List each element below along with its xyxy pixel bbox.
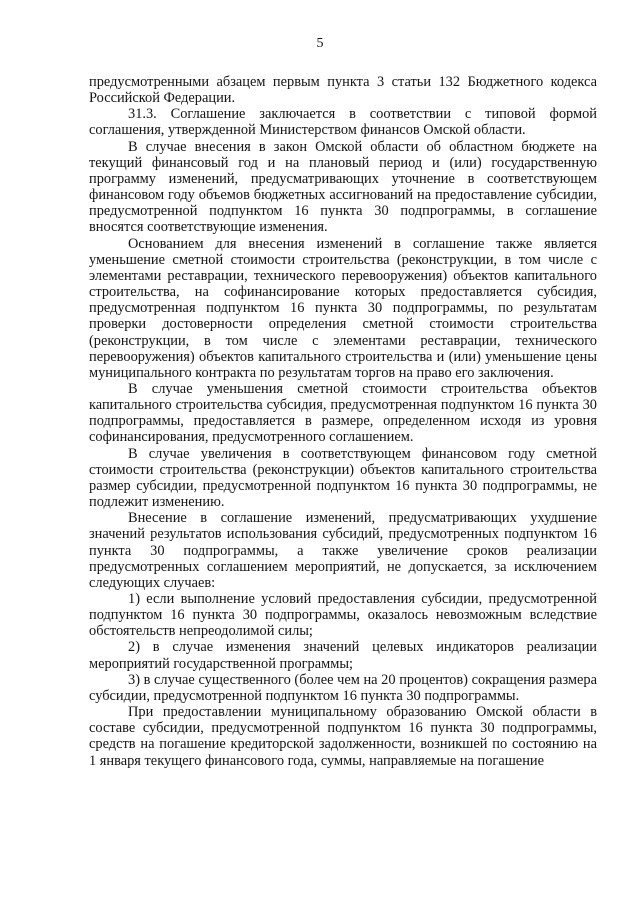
list-item: 1) если выполнение условий предоставления субсидии, предусмотренной подпунктом 16 пункта 30 подпрограммы, оказалось невозможным вследствие обстоятельств непреодолимой силы;	[89, 591, 597, 640]
body-text	[89, 74, 597, 769]
paragraph: 31.3. Соглашение заключается в соответствии с типовой формой соглашения, утвержденной Министерством финансов Омской области.	[89, 106, 597, 139]
paragraph: предусмотренными абзацем первым пункта 3 статьи 132 Бюджетного кодекса Российской Федерации.	[89, 74, 597, 107]
list-item: 2) в случае изменения значений целевых индикаторов реализации мероприятий государственной программы;	[89, 639, 597, 672]
page-number: 5	[316, 36, 324, 51]
list-item: 3) в случае существенного (более чем на 20 процентов) сокращения размера субсидии, предусмотренной подпунктом 16 пункта 30 подпрограммы.	[89, 671, 597, 704]
paragraph: В случае внесения в закон Омской области об областном бюджете на текущий финансовый год и на плановый период и (или) государственную программу изменений, предусматривающих уточнение в соответствующем финансовом году объемов бюджетных ассигнований на предоставление субсидии, предусмотренной подпунктом 16 пункта 30 подпрограммы, в соглашение вносятся соответствующие изменения.	[89, 138, 597, 236]
paragraph: Внесение в соглашение изменений, предусматривающих ухудшение значений результатов использования субсидий, предусмотренных подпунктом 16 пункта 30 подпрограммы, а также увеличение сроков реализации предусмотренных соглашением мероприятий, не допускается, за исключением следующих случаев:	[89, 510, 597, 591]
paragraph: При предоставлении муниципальному образованию Омской области в составе субсидии, предусмотренной подпунктом 16 пункта 30 подпрограммы, средств на погашение кредиторской задолженности, возникшей по состоянию на 1 января текущего финансового года, суммы, направляемые на погашение	[89, 704, 597, 769]
paragraph: В случае уменьшения сметной стоимости строительства объектов капитального строительства субсидия, предусмотренная подпунктом 16 пункта 30 подпрограммы, предоставляется в размере, определенном исходя из уровня софинансирования, предусмотренного соглашением.	[89, 380, 597, 446]
paragraph: Основанием для внесения изменений в соглашение также является уменьшение сметной стоимости строительства (реконструкции, в том числе с элементами реставрации, технического перевооружения) объектов капитального строительства, на софинансирование которых предоставляется субсидия, предусмотренная подпунктом 16 пункта 30 подпрограммы, по результатам проверки достоверности определения сметной стоимости строительства (реконструкции, в том числе с элементами реставрации, технического перевооружения) объектов капитального строительства и (или) уменьшение цены муниципального контракта по результатам торгов на право его заключения.	[89, 235, 597, 381]
paragraph: В случае увеличения в соответствующем финансовом году сметной стоимости строительства (реконструкции) объектов капитального строительства размер субсидии, предусмотренной подпунктом 16 пункта 30 подпрограммы, не подлежит изменению.	[89, 445, 597, 511]
